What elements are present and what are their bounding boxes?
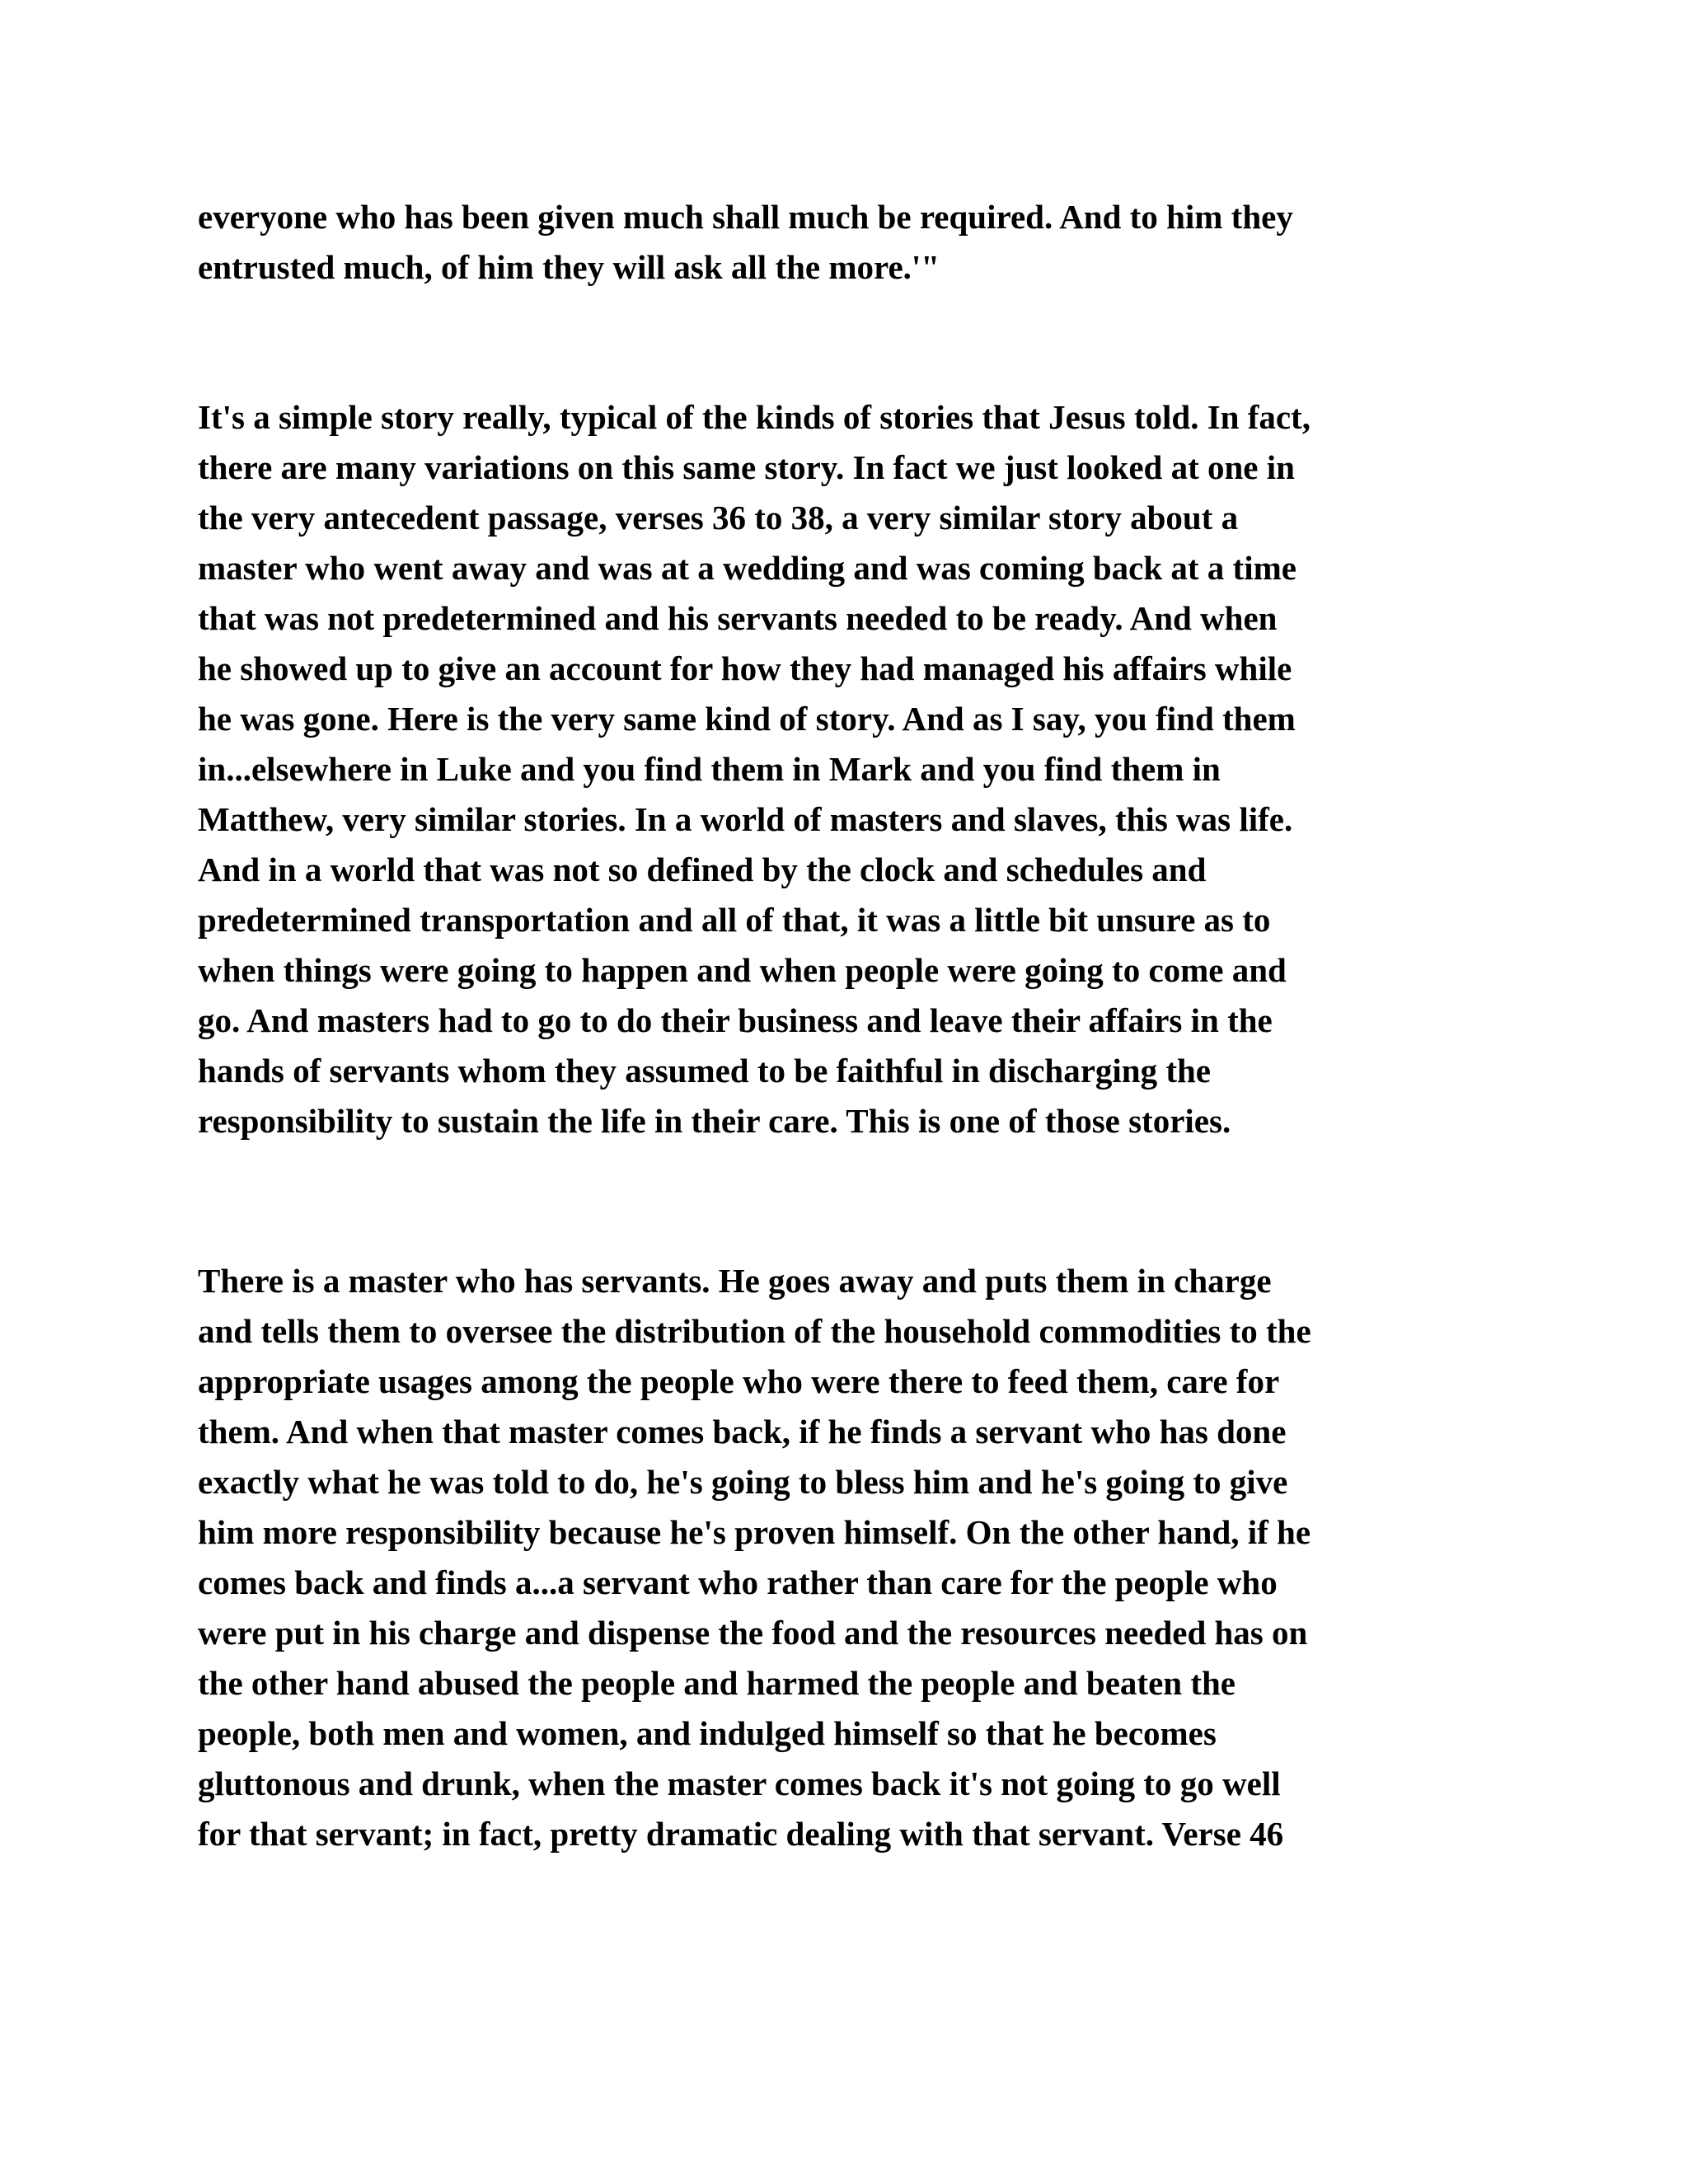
paragraph-2-line-6: he showed up to give an account for how they had managed his affairs while xyxy=(198,649,1292,687)
paragraph-2-line-8: in...elsewhere in Luke and you find them in Mark and you find them in xyxy=(198,750,1221,788)
paragraph-2-line-14: hands of servants whom they assumed to be faithful in discharging the xyxy=(198,1052,1211,1090)
paragraph-2-line-15: responsibility to sustain the life in their care. This is one of those stories. xyxy=(198,1102,1231,1140)
paragraph-2-line-1: It's a simple story really, typical of the kinds of stories that Jesus told. In fact, xyxy=(198,398,1311,436)
paragraph-2-line-9: Matthew, very similar stories. In a world of masters and slaves, this was life. xyxy=(198,800,1293,838)
paragraph-3-line-11: gluttonous and drunk, when the master comes back it's not going to go well xyxy=(198,1765,1281,1802)
paragraph-2-line-3: the very antecedent passage, verses 36 to 38, a very similar story about a xyxy=(198,499,1239,537)
paragraph-3-line-1: There is a master who has servants. He goes away and puts them in charge xyxy=(198,1262,1272,1300)
paragraph-3-line-3: appropriate usages among the people who were there to feed them, care for xyxy=(198,1362,1280,1400)
paragraph-3-line-5: exactly what he was told to do, he's going to bless him and he's going to give xyxy=(198,1463,1288,1501)
paragraph-1-line-1: everyone who has been given much shall much be required. And to him they xyxy=(198,198,1293,236)
paragraph-2-line-11: predetermined transportation and all of that, it was a little bit unsure as to xyxy=(198,901,1271,939)
paragraph-3-line-2: and tells them to oversee the distribution of the household commodities to the xyxy=(198,1312,1311,1350)
paragraph-2-line-10: And in a world that was not so defined by the clock and schedules and xyxy=(198,851,1207,888)
paragraph-2-line-7: he was gone. Here is the very same kind of story. And as I say, you find them xyxy=(198,700,1296,738)
paragraph-3-line-7: comes back and finds a...a servant who rather than care for the people who xyxy=(198,1563,1278,1601)
paragraph-2-line-13: go. And masters had to go to do their business and leave their affairs in the xyxy=(198,1001,1273,1039)
paragraph-3-line-8: were put in his charge and dispense the food and the resources needed has on xyxy=(198,1614,1308,1652)
paragraph-3-line-10: people, both men and women, and indulged himself so that he becomes xyxy=(198,1714,1217,1752)
paragraph-2-line-4: master who went away and was at a wedding and was coming back at a time xyxy=(198,549,1296,587)
paragraph-2-line-2: there are many variations on this same story. In fact we just looked at one in xyxy=(198,448,1295,486)
paragraph-2-line-5: that was not predetermined and his servants needed to be ready. And when xyxy=(198,599,1278,637)
paragraph-3-line-6: him more responsibility because he's proven himself. On the other hand, if he xyxy=(198,1513,1311,1551)
paragraph-3-line-9: the other hand abused the people and harmed the people and beaten the xyxy=(198,1664,1236,1702)
paragraph-3-line-12: for that servant; in fact, pretty dramatic dealing with that servant. Verse 46 xyxy=(198,1815,1284,1853)
paragraph-1-line-2: entrusted much, of him they will ask all the more.'" xyxy=(198,248,940,286)
paragraph-3-line-4: them. And when that master comes back, if he finds a servant who has done xyxy=(198,1413,1287,1451)
paragraph-2-line-12: when things were going to happen and when people were going to come and xyxy=(198,951,1287,989)
